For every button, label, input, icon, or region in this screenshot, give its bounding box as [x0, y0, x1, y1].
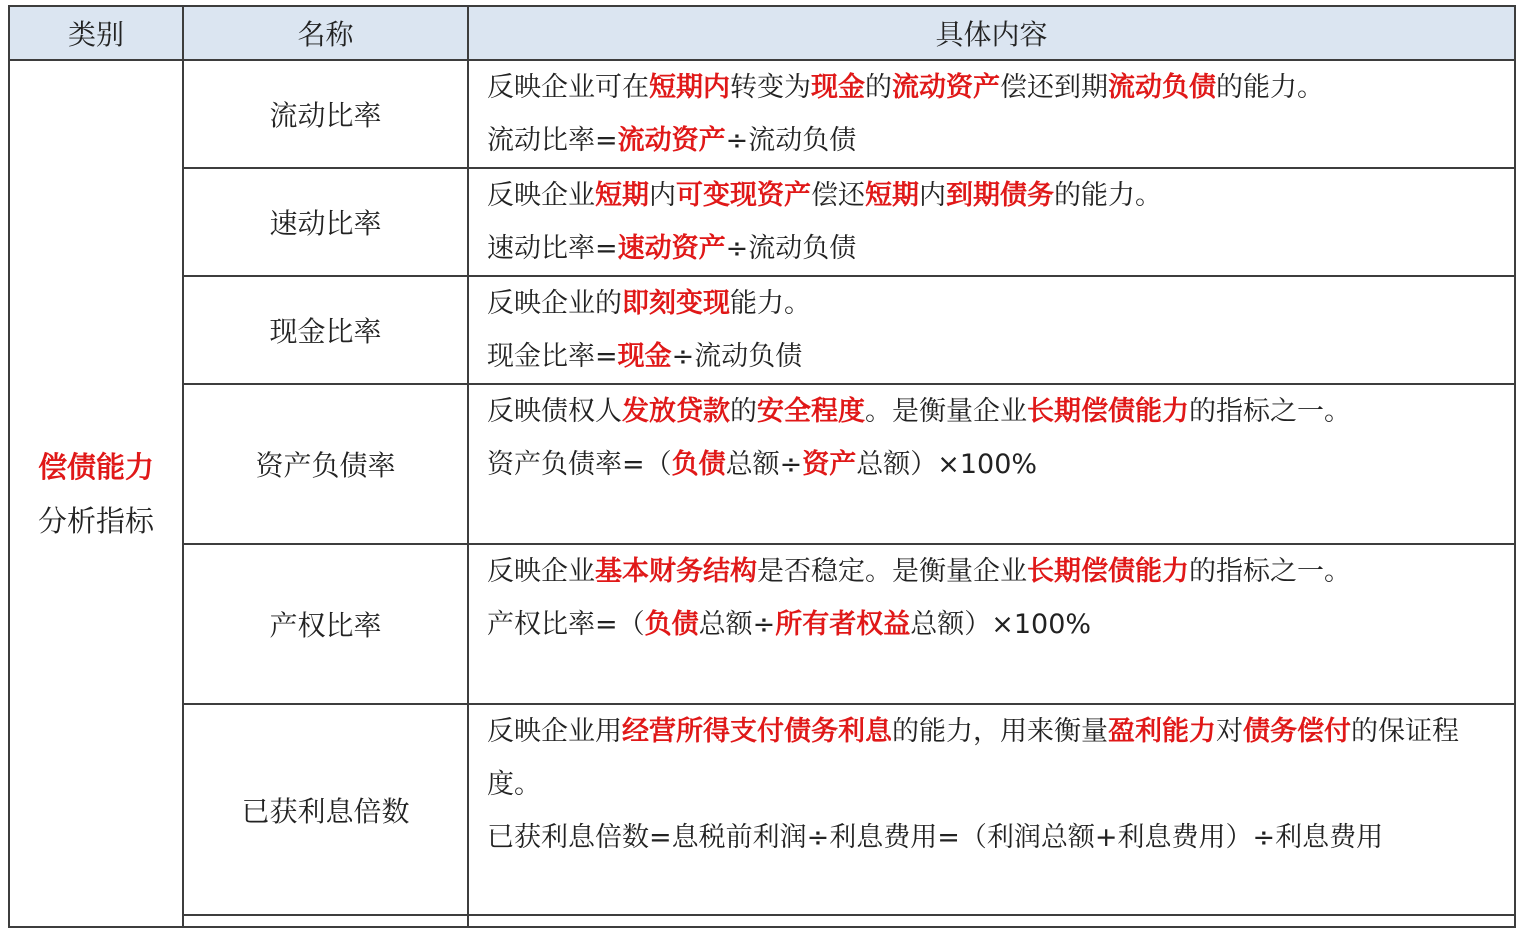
header-category: 类别: [9, 6, 183, 60]
highlighted-term: 到期债务: [946, 180, 1054, 211]
content-text: 偿还: [811, 180, 865, 211]
content-text: 产权比率=（: [487, 609, 645, 640]
header-name: 名称: [183, 6, 468, 60]
indicator-content: [468, 168, 1515, 276]
table-row: [9, 60, 1515, 168]
content-text: 偿还到期: [1000, 72, 1108, 103]
content-text: 的: [865, 72, 892, 103]
table-row: [9, 544, 1515, 704]
content-text: 的能力，用来衡量: [892, 716, 1108, 747]
content-text: 的能力。: [1216, 72, 1324, 103]
highlighted-term: 基本财务结构: [595, 556, 757, 587]
indicator-table: [8, 5, 1516, 928]
content-text: 能力。: [730, 288, 811, 319]
indicator-name: 流动比率: [183, 60, 468, 168]
highlighted-term: 现金: [811, 72, 865, 103]
content-formula: [487, 438, 1496, 491]
indicator-name: 现金比率: [183, 276, 468, 384]
indicator-content: [468, 276, 1515, 384]
content-text: 反映企业: [487, 180, 595, 211]
indicator-name: 产权比率: [183, 544, 468, 704]
content-description: [487, 61, 1496, 114]
content-text: 对: [1216, 716, 1243, 747]
table-row: [9, 168, 1515, 276]
highlighted-term: 流动负债: [1108, 72, 1216, 103]
content-formula: [487, 330, 1496, 383]
content-text: ÷流动负债: [671, 341, 803, 372]
category-strong: 偿债能力: [37, 449, 154, 484]
content-text: 的保证程度。: [487, 716, 1459, 800]
content-text: 内: [919, 180, 946, 211]
highlighted-term: 短期内: [649, 72, 730, 103]
indicator-content: [468, 544, 1515, 704]
content-text: 流动比率=: [487, 125, 618, 156]
content-formula: [487, 811, 1496, 864]
highlighted-term: 负债: [644, 609, 699, 640]
content-text: ÷流动负债: [725, 233, 857, 264]
content-text: 现金比率=: [487, 341, 618, 372]
indicator-name: 已获利息倍数: [183, 704, 468, 915]
category-cell: [9, 60, 183, 927]
content-text: 内: [649, 180, 676, 211]
content-text: 的能力。: [1054, 180, 1162, 211]
highlighted-term: 可变现资产: [676, 180, 811, 211]
indicator-name: 资产负债率: [183, 384, 468, 544]
content-description: [487, 705, 1496, 811]
highlighted-term: 短期: [865, 180, 919, 211]
content-text: 反映企业的: [487, 288, 622, 319]
content-description: [487, 169, 1496, 222]
highlighted-term: 所有者权益: [775, 609, 911, 640]
content-text: 总额）×100%: [856, 449, 1038, 480]
content-text: 速动比率=: [487, 233, 618, 264]
highlighted-term: 负债: [671, 449, 726, 480]
content-text: 已获利息倍数=息税前利润÷利息费用=（利润总额+利息费用）÷利息费用: [487, 822, 1384, 853]
content-text: 的: [730, 396, 757, 427]
content-text: ÷流动负债: [725, 125, 857, 156]
table-row: [9, 704, 1515, 915]
content-text: 是否稳定。是衡量企业: [757, 556, 1027, 587]
empty-cell: [468, 915, 1515, 927]
table-row-partial: [9, 915, 1515, 927]
empty-cell: [183, 915, 468, 927]
content-text: 。是衡量企业: [865, 396, 1027, 427]
highlighted-term: 流动资产: [617, 125, 726, 156]
content-formula: [487, 598, 1496, 651]
highlighted-term: 长期偿债能力: [1027, 396, 1189, 427]
highlighted-term: 发放贷款: [622, 396, 730, 427]
content-text: 的指标之一。: [1189, 396, 1351, 427]
content-text: 转变为: [730, 72, 811, 103]
content-text: 的指标之一。: [1189, 556, 1351, 587]
content-formula: [487, 114, 1496, 167]
content-text: 反映债权人: [487, 396, 622, 427]
content-description: [487, 385, 1496, 438]
content-text: 总额÷: [725, 449, 803, 480]
highlighted-term: 短期: [595, 180, 649, 211]
highlighted-term: 资产: [802, 449, 857, 480]
highlighted-term: 即刻变现: [622, 288, 730, 319]
table-row: [9, 384, 1515, 544]
content-text: 反映企业用: [487, 716, 622, 747]
highlighted-term: 现金: [617, 341, 672, 372]
content-text: 反映企业可在: [487, 72, 649, 103]
content-text: 总额）×100%: [910, 609, 1092, 640]
content-text: 总额÷: [698, 609, 776, 640]
highlighted-term: 速动资产: [617, 233, 726, 264]
highlighted-term: 盈利能力: [1108, 716, 1216, 747]
content-text: 资产负债率=（: [487, 449, 672, 480]
highlighted-term: 债务偿付: [1243, 716, 1351, 747]
table-row: [9, 276, 1515, 384]
indicator-content: [468, 384, 1515, 544]
indicator-name: 速动比率: [183, 168, 468, 276]
highlighted-term: 长期偿债能力: [1027, 556, 1189, 587]
content-description: [487, 277, 1496, 330]
highlighted-term: 安全程度: [757, 396, 865, 427]
content-formula: [487, 222, 1496, 275]
header-row: [9, 6, 1515, 60]
highlighted-term: 流动资产: [892, 72, 1000, 103]
content-text: 反映企业: [487, 556, 595, 587]
content-description: [487, 545, 1496, 598]
header-content: 具体内容: [468, 6, 1515, 60]
highlighted-term: 经营所得支付债务利息: [622, 716, 892, 747]
indicator-content: [468, 704, 1515, 915]
category-plain: 分析指标: [37, 503, 154, 538]
indicator-content: [468, 60, 1515, 168]
